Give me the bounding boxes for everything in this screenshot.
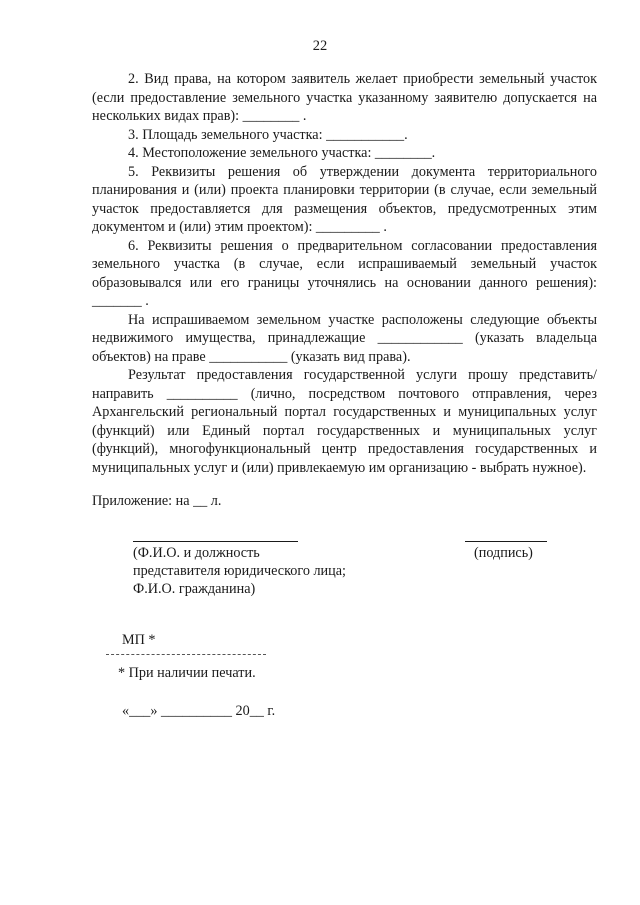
item-4-location: 4. Местоположение земельного участка: ________. (128, 145, 436, 161)
name-caption-line-2: представителя юридического лица; (133, 563, 346, 579)
footnote: * При наличии печати. (118, 665, 256, 681)
footnote-separator (106, 654, 266, 655)
name-caption-line-3: Ф.И.О. гражданина) (133, 581, 256, 597)
item-3-area: 3. Площадь земельного участка: ___________. (128, 126, 408, 143)
signature-line (465, 541, 547, 542)
page-number: 22 (312, 38, 328, 54)
item-5-planning-decision: 5. Реквизиты решения об утверждении документа территориального планирования и (или) проекта планировки территории (в случае, если земельный участок предоставляется для размещения объектов, предусмотренных этим документом и (или) этим проектом): _________ . (92, 163, 597, 235)
name-caption-line-1: (Ф.И.О. и должность (133, 545, 260, 561)
item-2-right-type: 2. Вид права, на котором заявитель желает приобрести земельный участок (если предоставление земельного участка указанному заявителю допускается на нескольких видах прав): ________ . (92, 71, 597, 124)
name-signature-line (133, 541, 298, 542)
item-6-preliminary-approval: 6. Реквизиты решения о предварительном согласовании предоставления земельного участка (в случае, если испрашиваемый земельный участок образовывался или его границы уточнялись на основании данного решения): _______ . (92, 237, 597, 309)
real-estate-objects: На испрашиваемом земельном участке расположены следующие объекты недвижимого имущества, принадлежащие ____________ (указать владельца объектов) на праве ___________ (указать вид права). (92, 311, 597, 365)
service-result-delivery: Результат предоставления государственной услуги прошу представить/направить __________ (лично, посредством почтового отправления, через Архангельский региональный портал государственных и муниципальных услуг (функций) или Единый портал государственных и муниципальных услуг (функций), многофункциональный центр предоставления государственных и муниципальных услуг и (или) привлекаемую им организацию - выбрать нужное). (92, 367, 597, 476)
application-body (92, 70, 597, 477)
attachment-line: Приложение: на __ л. (92, 493, 222, 509)
date-line: «___» __________ 20__ г. (122, 703, 276, 719)
stamp-placeholder: МП * (122, 632, 156, 648)
signature-caption: (подпись) (474, 545, 533, 561)
